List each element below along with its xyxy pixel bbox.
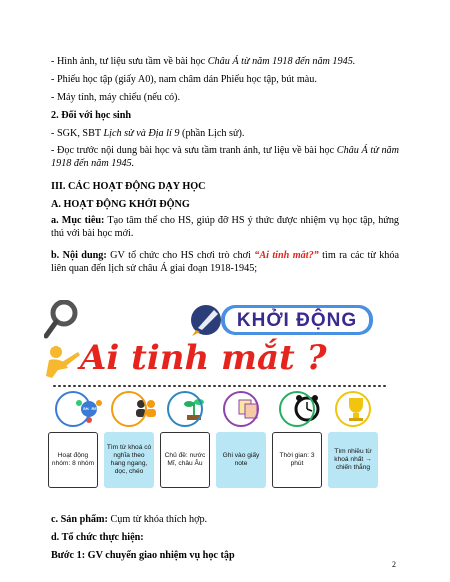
heading-activities: III. CÁC HOẠT ĐỘNG DẠY HỌC — [51, 181, 206, 192]
step-icon-circle — [279, 391, 315, 427]
heading-students: 2. Đối với học sinh — [51, 110, 132, 121]
step-icon-circle — [223, 391, 259, 427]
share-label: SHARE — [83, 406, 98, 411]
organization-heading: d. Tổ chức thực hiện: — [51, 532, 144, 543]
goal-paragraph: a. Mục tiêu: Tạo tâm thế cho HS, giúp đỡ HS ý thức được nhiệm vụ học tập, hứng thú với bài học mới. — [51, 215, 400, 239]
step-card: Thời gian: 3 phút — [272, 432, 322, 488]
page-number: 2 — [392, 560, 396, 569]
step-icon-circle — [111, 391, 147, 427]
khoi-dong-banner: KHỞI ĐỘNG — [236, 310, 358, 331]
material-line-4: - SGK, SBT Lịch sử và Địa lí 9 (phần Lịch sử). — [51, 128, 245, 139]
step-card: Ghi vào giấy note — [216, 432, 266, 488]
heading-warmup: A. HOẠT ĐỘNG KHỞI ĐỘNG — [51, 199, 190, 210]
content-paragraph: b. Nội dung: GV tổ chức cho HS chơi trò chơi “Ai tinh mắt?” tìm ra các từ khóa liên quan đến lịch sử châu Á giai đoạn 1918-1945; — [51, 250, 400, 274]
product-line: c. Sản phẩm: Cụm từ khóa thích hợp. — [51, 514, 208, 525]
material-line-1: - Hình ảnh, tư liệu sưu tầm về bài học Châu Á từ năm 1918 đến năm 1945. — [51, 56, 356, 67]
step-card: Chủ đề: nước Mĩ, châu Âu — [160, 432, 210, 488]
pointing-person-icon — [46, 346, 80, 378]
material-line-2: - Phiếu học tập (giấy A0), nam châm dán Phiếu học tập, bút màu. — [51, 74, 317, 85]
step-icon-circle — [167, 391, 203, 427]
material-line-5: - Đọc trước nội dung bài học và sưu tầm tranh ảnh, tư liệu về bài học Châu Á từ năm 1918 đến năm 1945. — [51, 145, 399, 169]
rocket-icon — [191, 305, 221, 336]
magnifier-icon — [46, 302, 75, 336]
step-card: Tìm từ khoá có nghĩa theo hang ngang, dọc, chéo — [104, 432, 154, 488]
step-1-heading: Bước 1: GV chuyển giao nhiệm vụ học tập — [51, 550, 235, 561]
step-card: Hoạt động nhóm: 8 nhóm — [48, 432, 98, 488]
step-icon-circle — [55, 391, 91, 427]
game-illustration — [44, 300, 399, 510]
step-card: Tìm nhiều từ khoá nhất → chiến thắng — [328, 432, 378, 488]
step-icon-circle — [335, 391, 371, 427]
game-title: Ai tinh mắt ? — [80, 338, 327, 378]
material-line-3: - Máy tính, máy chiếu (nếu có). — [51, 92, 181, 103]
